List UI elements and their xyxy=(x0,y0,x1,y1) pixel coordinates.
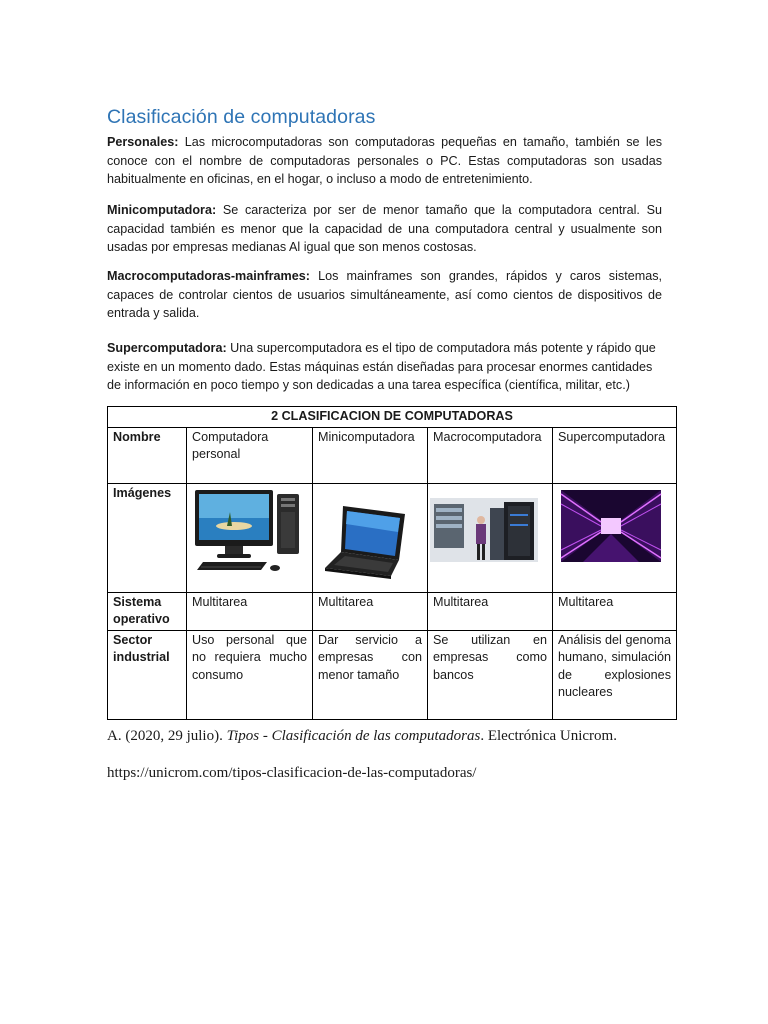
row-header-imagenes: Imágenes xyxy=(108,483,187,592)
cell-image-mini xyxy=(313,483,428,592)
cell-so-personal: Multitarea xyxy=(187,592,313,630)
table-row-sistema xyxy=(108,592,677,630)
cell-image-macro xyxy=(428,483,553,592)
cell-sector-personal: Uso personal que no requiera mucho consumo xyxy=(187,630,313,719)
classification-table xyxy=(107,406,677,720)
cell-sector-super: Análisis del genoma humano, simulación de explosiones nucleares xyxy=(553,630,677,719)
column-name-macrocomputadora: Macrocomputadora xyxy=(428,427,553,483)
table-row-sector xyxy=(108,630,677,719)
citation-reference xyxy=(107,728,617,745)
citation-prefix: A. (2020, 29 julio). xyxy=(107,728,227,744)
citation-title: Tipos - Clasificación de las computadoras xyxy=(226,728,481,744)
table-row-nombre xyxy=(108,427,677,483)
text-supercomputadora: Una supercomputadora es el tipo de computadora más potente y rápido que existe en un momento dado. Estas máquinas están diseñadas para procesar enormes cantidades de información en poco tiempo y son dedicadas a una tarea específica (científica, militar, etc.) xyxy=(107,341,656,392)
term-minicomputadora: Minicomputadora: xyxy=(107,203,217,217)
cell-image-personal xyxy=(187,483,313,592)
cell-so-super: Multitarea xyxy=(553,592,677,630)
table-title-row xyxy=(108,407,677,428)
cell-so-macro: Multitarea xyxy=(428,592,553,630)
page-title: Clasificación de computadoras xyxy=(107,106,376,128)
column-name-supercomputadora: Supercomputadora xyxy=(553,427,677,483)
cell-sector-mini: Dar servicio a empresas con menor tamaño xyxy=(313,630,428,719)
row-header-nombre: Nombre xyxy=(108,427,187,483)
paragraph-minicomputadora xyxy=(107,201,662,257)
cell-image-super xyxy=(553,483,677,592)
desktop-pc-image xyxy=(187,484,313,590)
paragraph-supercomputadora xyxy=(107,339,662,395)
term-macrocomputadoras: Macrocomputadoras-mainframes: xyxy=(107,269,310,283)
citation-suffix: . Electrónica Unicrom. xyxy=(480,728,617,744)
column-name-computadora-personal: Computadora personal xyxy=(187,427,313,483)
citation-url: https://unicrom.com/tipos-clasificacion-de-las-computadoras/ xyxy=(107,765,477,781)
table-row-imagenes xyxy=(108,483,677,592)
laptop-image xyxy=(313,484,428,590)
text-personales: Las microcomputadoras son computadoras pequeñas en tamaño, también se les conoce con el nombre de computadoras personales o PC. Estas computadoras son usadas habitualmente en oficinas, en el hogar, o incluso a modo de entretenimiento. xyxy=(107,135,662,186)
text-macrocomputadoras: Los mainframes son grandes, rápidos y caros sistemas, capaces de controlar cientos de usuarios simultáneamente, así como cientos de dispositivos de entrada y salida. xyxy=(107,269,662,320)
term-supercomputadora: Supercomputadora: xyxy=(107,341,227,355)
row-header-sector: Sector industrial xyxy=(108,630,187,719)
mainframe-image xyxy=(428,484,553,590)
paragraph-personales xyxy=(107,133,662,189)
table-title: 2 CLASIFICACION DE COMPUTADORAS xyxy=(108,407,677,428)
term-personales: Personales: xyxy=(107,135,179,149)
supercomputer-datacenter-image xyxy=(553,484,677,590)
text-minicomputadora: Se caracteriza por ser de menor tamaño que la computadora central. Su capacidad también es menor que la capacidad de una computadora central y usualmente son usadas por empresas medianas Al igual que son menos costosas. xyxy=(107,203,662,254)
cell-sector-macro: Se utilizan en empresas como bancos xyxy=(428,630,553,719)
column-name-minicomputadora: Minicomputadora xyxy=(313,427,428,483)
row-header-sistema: Sistema operativo xyxy=(108,592,187,630)
cell-so-mini: Multitarea xyxy=(313,592,428,630)
paragraph-macrocomputadoras xyxy=(107,267,662,323)
